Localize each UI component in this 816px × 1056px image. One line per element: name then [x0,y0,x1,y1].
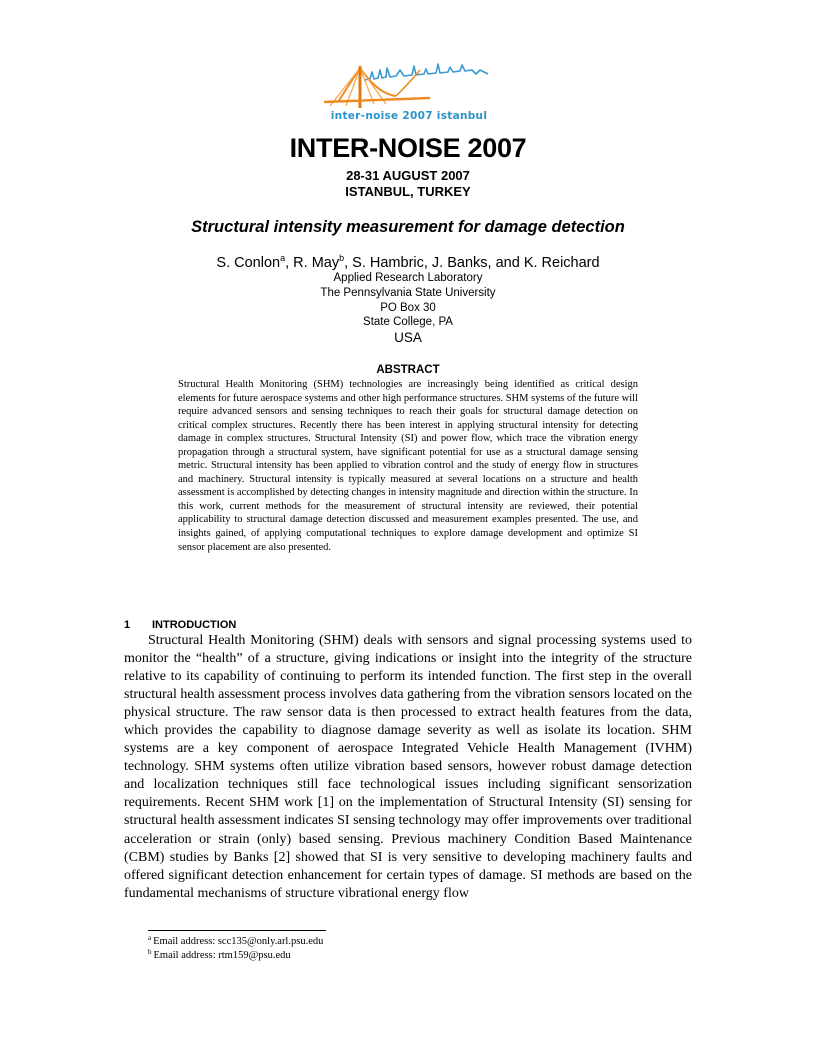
footnote-mark: b [339,253,345,263]
section-heading [124,619,236,631]
footnote-text: Email address: rtm159@psu.edu [153,950,291,961]
footnote [148,936,323,947]
footnote-mark: a [280,253,286,263]
author-name: S. Conlon [216,255,281,271]
section-number: 1 [124,619,131,631]
footnote-mark: a [148,934,152,942]
affiliation-line: Applied Research Laboratory [333,272,483,284]
affiliation-line: PO Box 30 [380,302,436,314]
section-title: INTRODUCTION [152,619,237,631]
bridge-skyline-logo-icon [320,58,498,112]
author-name: , R. May [285,255,340,271]
conference-title: INTER-NOISE 2007 [289,133,527,163]
author-names-rest: , S. Hambric, J. Banks, and K. Reichard [344,255,600,271]
footnote-mark: b [148,948,152,956]
logo-text: inter-noise 2007 istanbul [330,110,488,122]
body-paragraph: Structural Health Monitoring (SHM) deals with sensors and signal processing systems used to monitor the “health” of a structure, giving indications or insight into the integrity of the structure relative to its capability of continuing to perform its intended function. The first step in the overall structural health assessment process involves data gathering from the vibration sensors located on the physical structure. The raw sensor data is then processed to extract health features from the data, which provides the capability to diagnose damage severity as well as isolate its location. SHM systems are a key component of aerospace Integrated Vehicle Health Management (IVHM) technology. SHM systems often utilize vibration based sensors, however robust damage detection and localization techniques still face technological issues including significant sensorization requirements. Recent SHM work [1] on the implementation of Structural Intensity (SI) sensing for structural health assessment indicates SI sensing technology may offer improvements over traditional acceleration or strain (only) based sensing. Previous machinery Condition Based Maintenance (CBM) studies by Banks [2] showed that SI is very sensitive to developing machinery faults and offered significant detection enhancement for certain types of damage. SI methods are based on the fundamental mechanisms of structure vibrational energy flow [124,633,693,901]
affiliation-line: State College, PA [363,316,453,328]
abstract-heading: ABSTRACT [376,364,440,376]
paper-title: Structural intensity measurement for damage detection [191,218,625,236]
affiliation-country: USA [394,330,422,345]
introduction-body [124,632,692,903]
conference-logo [320,58,498,128]
author-list [0,255,816,271]
conference-location: ISTANBUL, TURKEY [345,184,471,199]
footnote-divider [148,930,326,931]
footnote [148,950,291,961]
abstract-text: Structural Health Monitoring (SHM) technologies are increasingly being identified as critical design elements for future aerospace systems and other high performance structures. SHM systems of the future will require advanced sensors and sensing techniques to reach their goals for structural damage detection on critical complex structures. Recently there has been interest in applying structural intensity for detecting damage in complex structures. Structural Intensity (SI) and power flow, which trace the vibration energy propagation through a structural system, have significant potential for use as a structural damage sensing metric. Structural intensity has been applied to vibration control and the study of energy flow in structures and machinery. Structural intensity is typically measured at several locations on a structure and health assessment is accomplished by detecting changes in intensity magnitude and direction within the structure. In this work, current methods for the measurement of structural intensity are reviewed, their potential applicability to structural damage detection discussed and measurement examples presented. The use, and insights gained, of applying computational techniques to explore damage development and optimize SI sensor placement are also presented. [178,379,638,553]
affiliation-line: The Pennsylvania State University [320,287,496,299]
conference-date: 28-31 AUGUST 2007 [346,168,470,183]
footnote-text: Email address: scc135@only.arl.psu.edu [153,936,324,947]
